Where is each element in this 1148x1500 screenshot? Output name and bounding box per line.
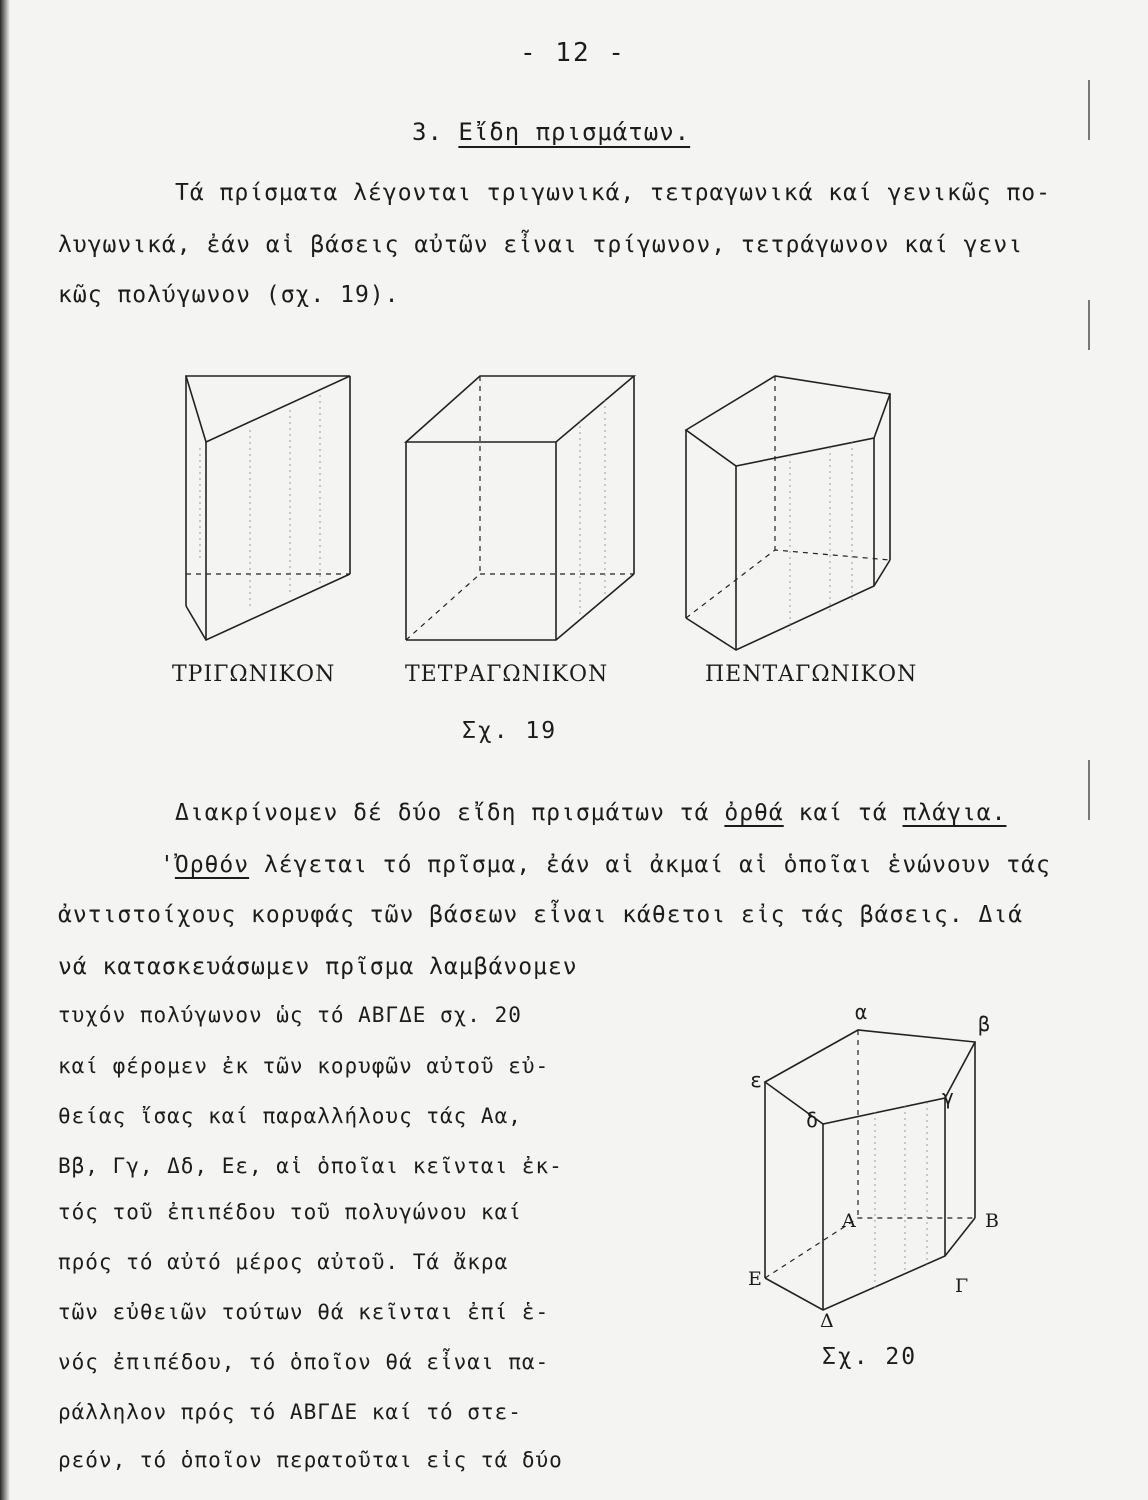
page-edge-shadow [0,0,10,1500]
text-run: Διακρίνομεν δέ δύο εἴδη πρισμάτων τά [175,800,725,826]
square-prism-figure [400,370,645,650]
column-line: θείας ἴσας καί παραλλήλους τάς Αα, [58,1104,522,1128]
pentagonal-prism-figure [680,370,895,660]
column-line: ράλληλον πρός τό ΑΒΓΔΕ καί τό στε- [58,1400,522,1424]
margin-mark [1088,300,1090,350]
text-run: καί τά [783,800,903,826]
page-number: - 12 - [520,38,626,68]
intro-line: Τά πρίσματα λέγονται τριγωνικά, τετραγωνικά καί γενικῶς πο- [175,180,1051,206]
column-line: τυχόν πολύγωνον ὡς τό ΑΒΓΔΕ σχ. 20 [58,1003,522,1027]
intro-line: λυγωνικά, ἐάν αἱ βάσεις αὐτῶν εἶναι τρίγωνον, τετράγωνον καί γενι [58,232,1024,258]
paragraph-line: νά κατασκευάσωμεν πρῖσμα λαμβάνομεν [58,954,578,980]
column-line: ρεόν, τό ὁποῖον περατοῦται εἰς τά δύο [58,1448,563,1472]
underlined-term: ὀρθά [724,800,784,826]
vertex-label: γ [942,1085,955,1109]
paragraph-line [175,800,1006,826]
figure-label-pentagonal: ΠΕΝΤΑΓΩΝΙΚΟΝ [705,662,918,687]
section-number: 3. [412,118,443,146]
column-line: καί φέρομεν ἐκ τῶν κορυφῶν αὐτοῦ εὐ- [58,1054,550,1078]
column-line: νός ἐπιπέδου, τό ὁποῖον θά εἶναι πα- [58,1350,550,1374]
vertex-label: β [978,1012,991,1036]
vertex-label: Δ [820,1310,834,1332]
underlined-term: Ὀρθόν [174,852,250,878]
figure-19-caption: Σχ. 19 [462,718,558,744]
vertex-label: Β [985,1210,999,1232]
triangular-prism-figure [180,370,360,650]
vertex-label: δ [806,1108,819,1132]
intro-line: κῶς πολύγωνον (σχ. 19). [58,282,400,308]
vertex-label: Ε [748,1268,762,1290]
vertex-label: Γ [955,1275,969,1297]
paragraph-line: ἀντιστοίχους κορυφάς τῶν βάσεων εἶναι κάθετοι εἰς τάς βάσεις. Διά [58,902,1024,928]
column-line: πρός τό αὐτό μέρος αὐτοῦ. Τά ἄκρα [58,1250,509,1274]
margin-mark [1088,80,1090,140]
text-run: λέγεται τό πρῖσμα, ἐάν αἱ ἀκμαί αἱ ὁποῖαι ἑνώνουν τάς [249,852,1051,878]
figure-label-square: ΤΕΤΡΑΓΩΝΙΚΟΝ [405,662,609,687]
text-run: ' [160,852,175,878]
underlined-term: πλάγια. [902,800,1007,826]
vertex-label: α [855,1000,868,1024]
section-title-text: Εἴδη πρισμάτων. [458,118,691,146]
vertex-label: ε [750,1068,763,1092]
figure-label-triangular: ΤΡΙΓΩΝΙΚΟΝ [172,662,336,687]
margin-mark [1088,760,1090,820]
column-line: Ββ, Γγ, Δδ, Εε, αἱ ὁποῖαι κεῖνται ἐκ- [58,1154,563,1178]
column-line: τός τοῦ ἐπιπέδου τοῦ πολυγώνου καί [58,1200,522,1224]
figure-20-caption: Σχ. 20 [822,1344,918,1370]
paragraph-line [160,852,1051,878]
vertex-label: Α [842,1210,856,1232]
column-line: τῶν εὐθειῶν τούτων θά κεῖνται ἐπί ἑ- [58,1300,550,1324]
section-title [412,118,690,146]
